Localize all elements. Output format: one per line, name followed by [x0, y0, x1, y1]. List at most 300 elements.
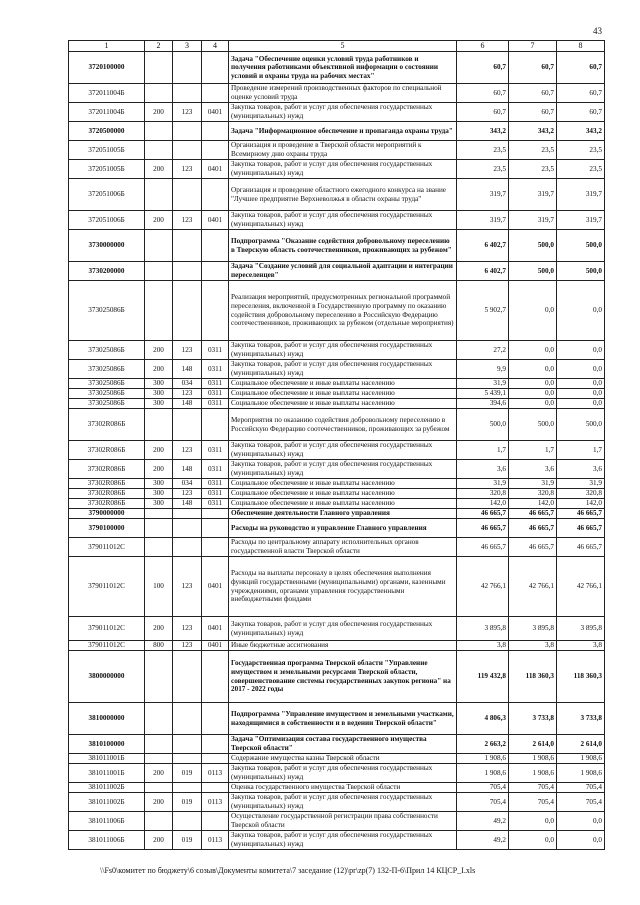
cell-description: Закупка товаров, работ и услуг для обеспечения государственных (муниципальных) нужд: [229, 831, 457, 850]
cell-classification-code: 3720500000: [69, 122, 145, 141]
cell-administrator-code: 123: [173, 641, 202, 651]
column-header: 6: [457, 41, 509, 52]
cell-section-code: [202, 230, 229, 262]
cell-amount-2020: 3,6: [457, 460, 509, 479]
cell-amount-2021: 46 665,7: [509, 509, 557, 519]
cell-classification-code: 379011012С: [69, 557, 145, 617]
cell-administrator-code: [173, 52, 202, 84]
cell-administrator-code: [173, 651, 202, 703]
cell-amount-2020: 119 432,8: [457, 651, 509, 703]
cell-classification-code: 373025086Б: [69, 360, 145, 379]
cell-classification-code: 37302R086Б: [69, 409, 145, 441]
table-row: [69, 754, 605, 764]
cell-administrator-code: [173, 409, 202, 441]
cell-amount-2021: 500,0: [509, 409, 557, 441]
cell-amount-2020: 4 806,3: [457, 703, 509, 735]
cell-expense-type: 200: [145, 341, 173, 360]
cell-amount-2022: 500,0: [557, 409, 605, 441]
column-header: 3: [173, 41, 202, 52]
cell-classification-code: 37302R086Б: [69, 489, 145, 499]
cell-amount-2022: 0,0: [557, 399, 605, 409]
cell-expense-type: [145, 230, 173, 262]
cell-administrator-code: 123: [173, 489, 202, 499]
cell-amount-2021: 319,7: [509, 179, 557, 211]
table-row: [69, 812, 605, 831]
cell-classification-code: 379011012С: [69, 641, 145, 651]
cell-administrator-code: [173, 84, 202, 103]
cell-amount-2020: 49,2: [457, 831, 509, 850]
cell-expense-type: [145, 783, 173, 793]
cell-amount-2020: 60,7: [457, 103, 509, 122]
cell-amount-2020: 42 766,1: [457, 557, 509, 617]
file-path-footer: \\Fs0\комитет по бюджету\6 созыв\Документы комитета\7 заседание (12)\pr\zp(7) 132-П-6\Прил 14 КЦСР_I.xls: [100, 866, 476, 875]
cell-amount-2022: 1,7: [557, 441, 605, 460]
cell-amount-2020: 27,2: [457, 341, 509, 360]
cell-description: Задача "Создание условий для социальной адаптации и интеграции переселенцев": [229, 262, 457, 281]
table-row: [69, 793, 605, 812]
cell-section-code: [202, 651, 229, 703]
cell-expense-type: [145, 538, 173, 557]
cell-amount-2022: 1 908,6: [557, 764, 605, 783]
cell-expense-type: 300: [145, 489, 173, 499]
table-row: [69, 617, 605, 641]
cell-expense-type: [145, 651, 173, 703]
cell-administrator-code: [173, 783, 202, 793]
table-row: [69, 703, 605, 735]
cell-description: Иные бюджетные ассигнования: [229, 641, 457, 651]
cell-amount-2022: 46 665,7: [557, 519, 605, 538]
cell-section-code: 0401: [202, 617, 229, 641]
cell-section-code: 0401: [202, 103, 229, 122]
cell-expense-type: 300: [145, 389, 173, 399]
column-header: 2: [145, 41, 173, 52]
cell-amount-2021: 31,9: [509, 479, 557, 489]
cell-expense-type: 200: [145, 360, 173, 379]
cell-amount-2021: 320,8: [509, 489, 557, 499]
cell-amount-2020: 6 402,7: [457, 230, 509, 262]
cell-description: Социальное обеспечение и иные выплаты населению: [229, 379, 457, 389]
cell-section-code: 0311: [202, 460, 229, 479]
table-row: [69, 84, 605, 103]
cell-amount-2021: 0,0: [509, 379, 557, 389]
cell-amount-2022: 3 895,8: [557, 617, 605, 641]
cell-amount-2021: 3,6: [509, 460, 557, 479]
cell-administrator-code: 034: [173, 479, 202, 489]
cell-classification-code: 373025086Б: [69, 389, 145, 399]
cell-classification-code: 381011002Б: [69, 783, 145, 793]
table-row: [69, 764, 605, 783]
cell-amount-2022: 23,5: [557, 141, 605, 160]
cell-section-code: [202, 519, 229, 538]
cell-amount-2021: 1 908,6: [509, 764, 557, 783]
cell-expense-type: 800: [145, 641, 173, 651]
cell-classification-code: 3730000000: [69, 230, 145, 262]
cell-expense-type: [145, 262, 173, 281]
table-row: [69, 281, 605, 341]
cell-administrator-code: 123: [173, 103, 202, 122]
cell-amount-2020: 60,7: [457, 52, 509, 84]
table-row: [69, 538, 605, 557]
cell-amount-2020: 1,7: [457, 441, 509, 460]
cell-expense-type: [145, 754, 173, 764]
cell-amount-2021: 0,0: [509, 399, 557, 409]
cell-description: Закупка товаров, работ и услуг для обеспечения государственных (муниципальных) нужд: [229, 341, 457, 360]
cell-expense-type: [145, 84, 173, 103]
cell-administrator-code: 123: [173, 160, 202, 179]
cell-administrator-code: 019: [173, 831, 202, 850]
cell-description: Подпрограмма "Оказание содействия добровольному переселению в Тверскую область соотечественников, проживающих за рубежом": [229, 230, 457, 262]
cell-classification-code: 3810100000: [69, 735, 145, 754]
cell-amount-2021: 46 665,7: [509, 519, 557, 538]
cell-description: Задача "Обеспечение оценки условий труда работников и получения работниками объективной информации о состоянии условий и охраны труда на рабочих местах": [229, 52, 457, 84]
cell-description: Закупка товаров, работ и услуг для обеспечения государственных (муниципальных) нужд: [229, 103, 457, 122]
cell-administrator-code: 148: [173, 460, 202, 479]
cell-classification-code: 381011006Б: [69, 812, 145, 831]
cell-administrator-code: [173, 812, 202, 831]
cell-amount-2021: 343,2: [509, 122, 557, 141]
cell-section-code: 0311: [202, 499, 229, 509]
cell-amount-2022: 319,7: [557, 211, 605, 230]
cell-classification-code: 372011004Б: [69, 84, 145, 103]
cell-administrator-code: 123: [173, 389, 202, 399]
cell-amount-2020: 46 665,7: [457, 519, 509, 538]
cell-amount-2022: 46 665,7: [557, 509, 605, 519]
cell-expense-type: [145, 281, 173, 341]
cell-administrator-code: [173, 735, 202, 754]
cell-amount-2020: 9,9: [457, 360, 509, 379]
cell-amount-2022: 31,9: [557, 479, 605, 489]
cell-amount-2020: 49,2: [457, 812, 509, 831]
cell-amount-2022: 118 360,3: [557, 651, 605, 703]
table-row: [69, 499, 605, 509]
cell-amount-2021: 46 665,7: [509, 538, 557, 557]
table-row: [69, 103, 605, 122]
cell-classification-code: 373025086Б: [69, 379, 145, 389]
table-row: [69, 230, 605, 262]
cell-amount-2020: 46 665,7: [457, 538, 509, 557]
cell-administrator-code: 034: [173, 379, 202, 389]
cell-amount-2021: 60,7: [509, 52, 557, 84]
cell-description: Организация и проведение в Тверской области мероприятий к Всемирному дню охраны труда: [229, 141, 457, 160]
cell-description: Расходы на руководство и управление Главного управления: [229, 519, 457, 538]
cell-administrator-code: 148: [173, 399, 202, 409]
cell-amount-2021: 2 614,0: [509, 735, 557, 754]
cell-amount-2020: 3,8: [457, 641, 509, 651]
cell-classification-code: 37302R086Б: [69, 499, 145, 509]
cell-classification-code: 372051006Б: [69, 179, 145, 211]
cell-amount-2021: 319,7: [509, 211, 557, 230]
cell-description: Мероприятия по оказанию содействия добровольному переселению в Российскую Федерацию соотечественников, проживающих за рубежом: [229, 409, 457, 441]
cell-amount-2022: 0,0: [557, 812, 605, 831]
cell-expense-type: 200: [145, 460, 173, 479]
cell-amount-2022: 0,0: [557, 341, 605, 360]
cell-amount-2022: 3,8: [557, 641, 605, 651]
cell-classification-code: 3800000000: [69, 651, 145, 703]
cell-expense-type: [145, 179, 173, 211]
table-row: [69, 160, 605, 179]
cell-description: Закупка товаров, работ и услуг для обеспечения государственных (муниципальных) нужд: [229, 160, 457, 179]
cell-section-code: 0311: [202, 441, 229, 460]
cell-section-code: [202, 509, 229, 519]
cell-amount-2021: 3 895,8: [509, 617, 557, 641]
cell-administrator-code: 148: [173, 360, 202, 379]
cell-section-code: [202, 262, 229, 281]
cell-amount-2022: 46 665,7: [557, 538, 605, 557]
cell-description: Закупка товаров, работ и услуг для обеспечения государственных (муниципальных) нужд: [229, 617, 457, 641]
cell-amount-2021: 0,0: [509, 360, 557, 379]
cell-expense-type: 200: [145, 793, 173, 812]
cell-classification-code: 373025086Б: [69, 341, 145, 360]
cell-section-code: 0311: [202, 341, 229, 360]
cell-classification-code: 381011002Б: [69, 793, 145, 812]
cell-section-code: 0113: [202, 793, 229, 812]
cell-expense-type: 200: [145, 441, 173, 460]
cell-amount-2020: 394,6: [457, 399, 509, 409]
header-row: [69, 41, 605, 52]
cell-amount-2021: 705,4: [509, 783, 557, 793]
cell-administrator-code: [173, 703, 202, 735]
cell-classification-code: 372011004Б: [69, 103, 145, 122]
cell-classification-code: 373025086Б: [69, 281, 145, 341]
cell-amount-2020: 1 908,6: [457, 764, 509, 783]
cell-section-code: [202, 735, 229, 754]
page-number: 43: [593, 26, 602, 36]
cell-amount-2020: 31,9: [457, 379, 509, 389]
cell-section-code: 0311: [202, 379, 229, 389]
table-row: [69, 509, 605, 519]
cell-amount-2020: 705,4: [457, 783, 509, 793]
table-row: [69, 489, 605, 499]
cell-description: Закупка товаров, работ и услуг для обеспечения государственных (муниципальных) нужд: [229, 441, 457, 460]
cell-expense-type: 200: [145, 764, 173, 783]
table-row: [69, 409, 605, 441]
cell-classification-code: 381011001Б: [69, 754, 145, 764]
cell-amount-2020: 1 908,6: [457, 754, 509, 764]
cell-description: Закупка товаров, работ и услуг для обеспечения государственных (муниципальных) нужд: [229, 460, 457, 479]
column-header: 1: [69, 41, 145, 52]
cell-amount-2022: 60,7: [557, 84, 605, 103]
cell-administrator-code: 123: [173, 441, 202, 460]
cell-amount-2020: 2 663,2: [457, 735, 509, 754]
cell-section-code: [202, 409, 229, 441]
cell-section-code: 0311: [202, 489, 229, 499]
table-row: [69, 460, 605, 479]
cell-classification-code: 379011012С: [69, 617, 145, 641]
cell-administrator-code: 123: [173, 617, 202, 641]
cell-expense-type: [145, 812, 173, 831]
table-row: [69, 557, 605, 617]
cell-amount-2022: 142,0: [557, 499, 605, 509]
cell-expense-type: 200: [145, 211, 173, 230]
cell-administrator-code: [173, 230, 202, 262]
cell-expense-type: 300: [145, 379, 173, 389]
cell-administrator-code: 148: [173, 499, 202, 509]
cell-section-code: 0113: [202, 764, 229, 783]
cell-section-code: [202, 122, 229, 141]
cell-amount-2020: 31,9: [457, 479, 509, 489]
budget-table: [68, 40, 605, 850]
cell-amount-2022: 0,0: [557, 360, 605, 379]
cell-description: Обеспечение деятельности Главного управления: [229, 509, 457, 519]
cell-section-code: [202, 538, 229, 557]
table-row: [69, 141, 605, 160]
cell-administrator-code: [173, 509, 202, 519]
table-row: [69, 479, 605, 489]
cell-description: Реализация мероприятий, предусмотренных региональной программой переселения, включенной в Государственную программу по оказанию содействия добровольному переселению в Российскую Федерацию соотечественников, проживающих за рубежом (отдельные мероприятия): [229, 281, 457, 341]
cell-section-code: [202, 84, 229, 103]
table-row: [69, 389, 605, 399]
cell-amount-2021: 0,0: [509, 812, 557, 831]
table-row: [69, 360, 605, 379]
table-body: [69, 41, 605, 850]
cell-section-code: 0401: [202, 557, 229, 617]
cell-amount-2020: 319,7: [457, 179, 509, 211]
cell-description: Подпрограмма "Управление имуществом и земельными участками, находящимися в собственности и в ведении Тверской области": [229, 703, 457, 735]
cell-classification-code: 372051005Б: [69, 141, 145, 160]
cell-administrator-code: 019: [173, 764, 202, 783]
cell-amount-2021: 60,7: [509, 103, 557, 122]
cell-amount-2020: 343,2: [457, 122, 509, 141]
cell-amount-2021: 3,8: [509, 641, 557, 651]
cell-administrator-code: [173, 538, 202, 557]
cell-expense-type: 300: [145, 499, 173, 509]
cell-description: Проведение измерений производственных факторов по специальной оценке условий труда: [229, 84, 457, 103]
cell-description: Социальное обеспечение и иные выплаты населению: [229, 479, 457, 489]
table-row: [69, 783, 605, 793]
cell-expense-type: [145, 52, 173, 84]
cell-description: Содержание имущества казны Тверской области: [229, 754, 457, 764]
cell-administrator-code: 019: [173, 793, 202, 812]
cell-amount-2022: 42 766,1: [557, 557, 605, 617]
cell-section-code: 0113: [202, 831, 229, 850]
cell-classification-code: 3790000000: [69, 509, 145, 519]
cell-description: Закупка товаров, работ и услуг для обеспечения государственных (муниципальных) нужд: [229, 793, 457, 812]
cell-section-code: 0311: [202, 479, 229, 489]
cell-amount-2022: 3 733,8: [557, 703, 605, 735]
cell-section-code: [202, 703, 229, 735]
cell-section-code: 0401: [202, 211, 229, 230]
cell-expense-type: 300: [145, 479, 173, 489]
cell-amount-2020: 3 895,8: [457, 617, 509, 641]
cell-administrator-code: 123: [173, 557, 202, 617]
cell-amount-2021: 705,4: [509, 793, 557, 812]
cell-description: Расходы на выплаты персоналу в целях обеспечения выполнения функций государственными (муниципальными) органами, казенными учреждениями, органами управления государственными внебюджетными фондами: [229, 557, 457, 617]
cell-section-code: [202, 179, 229, 211]
cell-description: Расходы по центральному аппарату исполнительных органов государственной власти Тверской области: [229, 538, 457, 557]
cell-amount-2020: 500,0: [457, 409, 509, 441]
cell-classification-code: 381011001Б: [69, 764, 145, 783]
cell-classification-code: 372051005Б: [69, 160, 145, 179]
cell-amount-2021: 1,7: [509, 441, 557, 460]
cell-amount-2021: 23,5: [509, 160, 557, 179]
cell-amount-2020: 46 665,7: [457, 509, 509, 519]
cell-expense-type: 300: [145, 399, 173, 409]
table-row: [69, 651, 605, 703]
cell-amount-2022: 705,4: [557, 783, 605, 793]
cell-amount-2021: 0,0: [509, 831, 557, 850]
cell-amount-2020: 23,5: [457, 141, 509, 160]
cell-expense-type: [145, 703, 173, 735]
table-row: [69, 641, 605, 651]
table-row: [69, 399, 605, 409]
cell-description: Задача "Информационное обеспечение и пропаганда охраны труда": [229, 122, 457, 141]
cell-administrator-code: [173, 754, 202, 764]
cell-amount-2021: 0,0: [509, 389, 557, 399]
cell-expense-type: 200: [145, 103, 173, 122]
cell-description: Государственная программа Тверской области "Управление имуществом и земельными ресурсами Тверской области, совершенствование системы государственных закупок региона" на 2017 - 2022 годы: [229, 651, 457, 703]
cell-amount-2020: 705,4: [457, 793, 509, 812]
cell-expense-type: 100: [145, 557, 173, 617]
cell-section-code: 0311: [202, 389, 229, 399]
cell-amount-2022: 60,7: [557, 103, 605, 122]
cell-section-code: [202, 812, 229, 831]
cell-administrator-code: [173, 519, 202, 538]
cell-amount-2020: 319,7: [457, 211, 509, 230]
cell-amount-2020: 5 439,1: [457, 389, 509, 399]
column-header: 4: [202, 41, 229, 52]
cell-amount-2022: 0,0: [557, 831, 605, 850]
cell-amount-2020: 23,5: [457, 160, 509, 179]
cell-amount-2020: 5 902,7: [457, 281, 509, 341]
cell-description: Закупка товаров, работ и услуг для обеспечения государственных (муниципальных) нужд: [229, 211, 457, 230]
cell-description: Социальное обеспечение и иные выплаты населению: [229, 499, 457, 509]
cell-section-code: [202, 754, 229, 764]
cell-administrator-code: [173, 141, 202, 160]
cell-expense-type: [145, 409, 173, 441]
cell-description: Организация и проведение областного ежегодного конкурса на звание "Лучшее предприятие Верхневолжья в области охраны труда": [229, 179, 457, 211]
cell-administrator-code: [173, 179, 202, 211]
cell-description: Задача "Оптимизация состава государственного имущества Тверской области": [229, 735, 457, 754]
cell-description: Оценка государственного имущества Тверской области: [229, 783, 457, 793]
cell-section-code: [202, 141, 229, 160]
cell-amount-2021: 0,0: [509, 281, 557, 341]
cell-description: Закупка товаров, работ и услуг для обеспечения государственных (муниципальных) нужд: [229, 360, 457, 379]
cell-amount-2022: 3,6: [557, 460, 605, 479]
cell-amount-2022: 1 908,6: [557, 754, 605, 764]
cell-classification-code: 3730200000: [69, 262, 145, 281]
table-row: [69, 735, 605, 754]
cell-amount-2022: 23,5: [557, 160, 605, 179]
cell-administrator-code: [173, 281, 202, 341]
cell-section-code: 0401: [202, 641, 229, 651]
cell-description: Осуществление государственной регистрации права собственности Тверской области: [229, 812, 457, 831]
cell-amount-2022: 0,0: [557, 389, 605, 399]
cell-classification-code: 373025086Б: [69, 399, 145, 409]
cell-amount-2022: 60,7: [557, 52, 605, 84]
column-header: 7: [509, 41, 557, 52]
cell-administrator-code: 123: [173, 211, 202, 230]
table-row: [69, 52, 605, 84]
cell-expense-type: 200: [145, 617, 173, 641]
cell-amount-2022: 500,0: [557, 230, 605, 262]
table-row: [69, 122, 605, 141]
table-row: [69, 341, 605, 360]
table-row: [69, 262, 605, 281]
cell-amount-2020: 6 402,7: [457, 262, 509, 281]
table-row: [69, 441, 605, 460]
column-header: 8: [557, 41, 605, 52]
cell-amount-2022: 320,8: [557, 489, 605, 499]
cell-classification-code: 37302R086Б: [69, 460, 145, 479]
cell-amount-2022: 2 614,0: [557, 735, 605, 754]
cell-amount-2021: 500,0: [509, 262, 557, 281]
cell-amount-2021: 500,0: [509, 230, 557, 262]
cell-section-code: 0311: [202, 360, 229, 379]
cell-expense-type: [145, 122, 173, 141]
table-row: [69, 519, 605, 538]
cell-amount-2020: 60,7: [457, 84, 509, 103]
cell-classification-code: 37302R086Б: [69, 479, 145, 489]
